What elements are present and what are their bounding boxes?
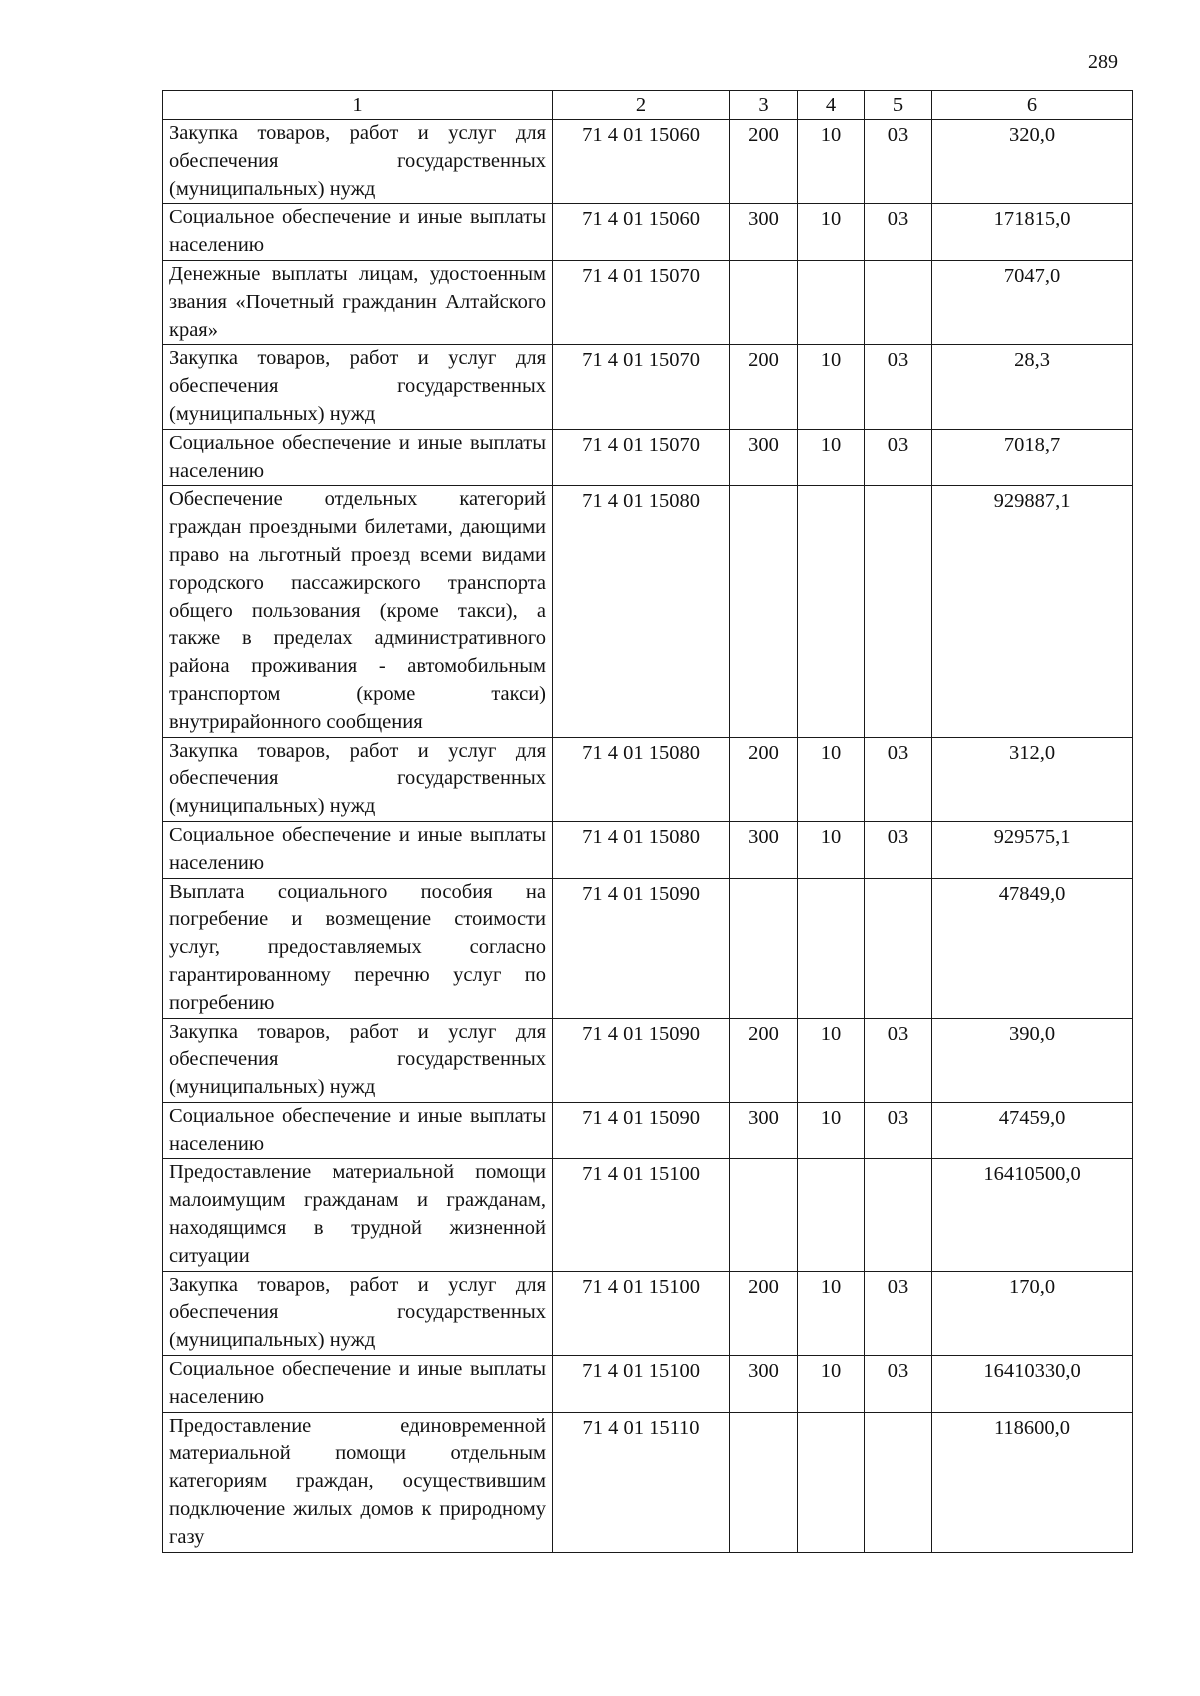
subsection-cell [865, 486, 932, 737]
section-cell: 10 [798, 821, 865, 878]
target-code-cell: 71 4 01 15100 [553, 1159, 730, 1271]
table-header [163, 91, 1133, 120]
table-row [163, 1102, 1133, 1159]
item-name-cell: Социальное обеспечение и иные выплаты населению [163, 1356, 553, 1413]
item-name-cell: Закупка товаров, работ и услуг для обеспечения государственных (муниципальных) нужд [163, 737, 553, 821]
subsection-cell [865, 878, 932, 1018]
table-row [163, 737, 1133, 821]
table-row [163, 345, 1133, 429]
table-row [163, 878, 1133, 1018]
section-cell: 10 [798, 1356, 865, 1413]
target-code-cell: 71 4 01 15080 [553, 821, 730, 878]
item-name-cell: Социальное обеспечение и иные выплаты населению [163, 1102, 553, 1159]
section-cell: 10 [798, 1018, 865, 1102]
amount-cell: 47849,0 [932, 878, 1133, 1018]
section-cell: 10 [798, 120, 865, 204]
amount-cell: 118600,0 [932, 1412, 1133, 1552]
amount-cell: 171815,0 [932, 204, 1133, 261]
target-code-cell: 71 4 01 15090 [553, 1018, 730, 1102]
amount-cell: 7047,0 [932, 260, 1133, 344]
expense-type-cell: 200 [730, 737, 798, 821]
section-cell [798, 486, 865, 737]
amount-cell: 16410330,0 [932, 1356, 1133, 1413]
amount-cell: 390,0 [932, 1018, 1133, 1102]
amount-cell: 7018,7 [932, 429, 1133, 486]
section-cell: 10 [798, 204, 865, 261]
target-code-cell: 71 4 01 15080 [553, 737, 730, 821]
target-code-cell: 71 4 01 15060 [553, 120, 730, 204]
item-name-cell: Закупка товаров, работ и услуг для обеспечения государственных (муниципальных) нужд [163, 345, 553, 429]
header-row [163, 91, 1133, 120]
target-code-cell: 71 4 01 15090 [553, 878, 730, 1018]
item-name-cell: Социальное обеспечение и иные выплаты населению [163, 204, 553, 261]
table-row [163, 120, 1133, 204]
item-name-cell: Закупка товаров, работ и услуг для обеспечения государственных (муниципальных) нужд [163, 1271, 553, 1355]
item-name-cell: Закупка товаров, работ и услуг для обеспечения государственных (муниципальных) нужд [163, 1018, 553, 1102]
amount-cell: 170,0 [932, 1271, 1133, 1355]
subsection-cell: 03 [865, 821, 932, 878]
header-col-2: 2 [553, 91, 730, 120]
subsection-cell: 03 [865, 1271, 932, 1355]
subsection-cell: 03 [865, 120, 932, 204]
header-col-5: 5 [865, 91, 932, 120]
target-code-cell: 71 4 01 15080 [553, 486, 730, 737]
section-cell: 10 [798, 345, 865, 429]
amount-cell: 312,0 [932, 737, 1133, 821]
header-col-1: 1 [163, 91, 553, 120]
target-code-cell: 71 4 01 15060 [553, 204, 730, 261]
subsection-cell: 03 [865, 1356, 932, 1413]
target-code-cell: 71 4 01 15100 [553, 1271, 730, 1355]
table-row [163, 1412, 1133, 1552]
header-col-4: 4 [798, 91, 865, 120]
section-cell: 10 [798, 1102, 865, 1159]
table-row [163, 1159, 1133, 1271]
expense-type-cell [730, 486, 798, 737]
table-row [163, 204, 1133, 261]
expense-type-cell: 200 [730, 345, 798, 429]
amount-cell: 929887,1 [932, 486, 1133, 737]
subsection-cell: 03 [865, 737, 932, 821]
target-code-cell: 71 4 01 15090 [553, 1102, 730, 1159]
section-cell: 10 [798, 429, 865, 486]
subsection-cell [865, 260, 932, 344]
expense-type-cell: 300 [730, 1356, 798, 1413]
header-col-3: 3 [730, 91, 798, 120]
subsection-cell: 03 [865, 204, 932, 261]
table-row [163, 1356, 1133, 1413]
expense-type-cell: 200 [730, 120, 798, 204]
table-row [163, 260, 1133, 344]
item-name-cell: Социальное обеспечение и иные выплаты населению [163, 429, 553, 486]
expense-type-cell: 300 [730, 429, 798, 486]
target-code-cell: 71 4 01 15070 [553, 429, 730, 486]
target-code-cell: 71 4 01 15110 [553, 1412, 730, 1552]
expense-type-cell [730, 878, 798, 1018]
expense-type-cell: 200 [730, 1271, 798, 1355]
table-row [163, 1271, 1133, 1355]
item-name-cell: Социальное обеспечение и иные выплаты населению [163, 821, 553, 878]
expense-type-cell: 300 [730, 1102, 798, 1159]
subsection-cell: 03 [865, 1102, 932, 1159]
expense-type-cell [730, 1159, 798, 1271]
target-code-cell: 71 4 01 15070 [553, 260, 730, 344]
subsection-cell: 03 [865, 1018, 932, 1102]
item-name-cell: Закупка товаров, работ и услуг для обеспечения государственных (муниципальных) нужд [163, 120, 553, 204]
expense-type-cell: 300 [730, 204, 798, 261]
item-name-cell: Денежные выплаты лицам, удостоенным звания «Почетный гражданин Алтайского края» [163, 260, 553, 344]
expense-type-cell [730, 1412, 798, 1552]
amount-cell: 320,0 [932, 120, 1133, 204]
section-cell [798, 878, 865, 1018]
expense-type-cell: 200 [730, 1018, 798, 1102]
target-code-cell: 71 4 01 15070 [553, 345, 730, 429]
section-cell [798, 260, 865, 344]
section-cell [798, 1412, 865, 1552]
expense-type-cell [730, 260, 798, 344]
target-code-cell: 71 4 01 15100 [553, 1356, 730, 1413]
subsection-cell: 03 [865, 429, 932, 486]
table-row [163, 1018, 1133, 1102]
subsection-cell: 03 [865, 345, 932, 429]
item-name-cell: Обеспечение отдельных категорий граждан проездными билетами, дающими право на льготный проезд всеми видами городского пассажирского транспорта общего пользования (кроме такси), а также в пределах административного района проживания - автомобильным транспортом (кроме такси) внутрирайонного сообщения [163, 486, 553, 737]
section-cell: 10 [798, 1271, 865, 1355]
amount-cell: 47459,0 [932, 1102, 1133, 1159]
amount-cell: 28,3 [932, 345, 1133, 429]
table-row [163, 821, 1133, 878]
page-number: 289 [1088, 51, 1118, 73]
item-name-cell: Предоставление единовременной материальной помощи отдельным категориям граждан, осуществившим подключение жилых домов к природному газу [163, 1412, 553, 1552]
amount-cell: 929575,1 [932, 821, 1133, 878]
table-body [163, 120, 1133, 1553]
header-col-6: 6 [932, 91, 1133, 120]
subsection-cell [865, 1159, 932, 1271]
section-cell: 10 [798, 737, 865, 821]
item-name-cell: Предоставление материальной помощи малоимущим гражданам и гражданам, находящимся в трудной жизненной ситуации [163, 1159, 553, 1271]
table-row [163, 429, 1133, 486]
subsection-cell [865, 1412, 932, 1552]
expense-type-cell: 300 [730, 821, 798, 878]
section-cell [798, 1159, 865, 1271]
amount-cell: 16410500,0 [932, 1159, 1133, 1271]
item-name-cell: Выплата социального пособия на погребение и возмещение стоимости услуг, предоставляемых согласно гарантированному перечню услуг по погребению [163, 878, 553, 1018]
budget-table [162, 90, 1133, 1553]
table-row [163, 486, 1133, 737]
